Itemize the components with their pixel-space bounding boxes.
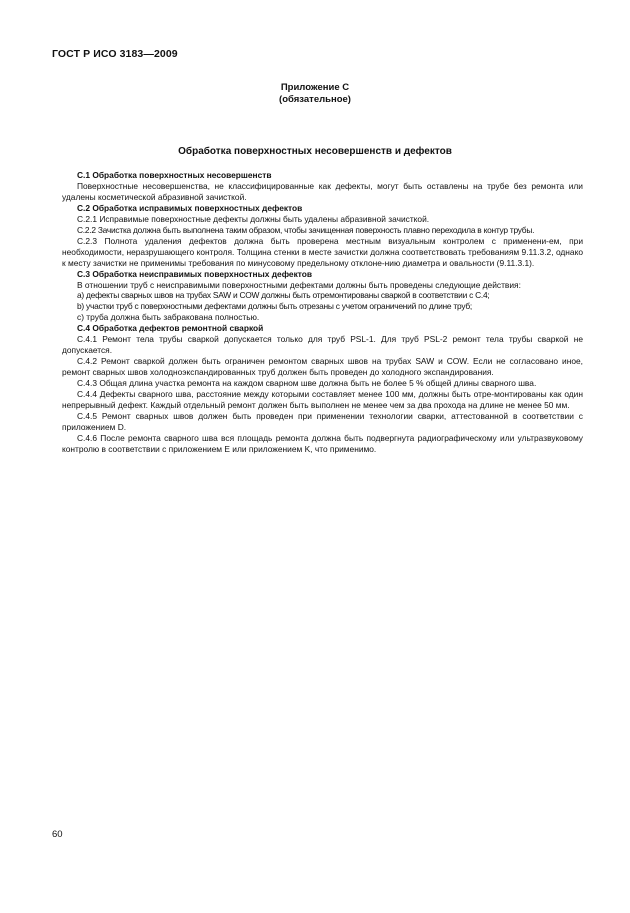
- c4-2-text: С.4.2 Ремонт сваркой должен быть ограничен ремонтом сварных швов на трубах SAW и COW. Если не согласовано иное, ремонт сварных швов холодноэкспандированных труб должен быть проведен до холодного экспандирования.: [62, 356, 583, 378]
- c4-1-text: С.4.1 Ремонт тела трубы сваркой допускается только для труб PSL-1. Для труб PSL-2 ремонт тела трубы сваркой не допускается.: [62, 334, 583, 356]
- c2-2-text: С.2.2 Зачистка должна быть выполнена таким образом, чтобы зачищенная поверхность плавно переходила в контур трубы.: [77, 224, 535, 235]
- page-number: 60: [52, 829, 63, 840]
- annex-status: (обязательное): [279, 94, 351, 105]
- document-header: ГОСТ Р ИСО 3183—2009: [52, 48, 178, 60]
- c4-5-text: С.4.5 Ремонт сварных швов должен быть проведен при применении технологии сварки, аттестованной в соответствии с приложением D.: [62, 410, 583, 432]
- c2-3-text: С.2.3 Полнота удаления дефектов должна быть проверена местным визуальным контролем с применени-ем, при необходимости, неразрушающего контроля. Толщина стенки в месте зачистки должна соответствовать требованиям 9.11.3.2, однако к месту зачистки не применимы требования по минусовому предельному отклоне-нию диаметра и овальности (9.11.3.1).: [62, 235, 583, 268]
- c3-item-b: b) участки труб с поверхностными дефектами должны быть отрезаны с учетом ограничений по длине труб;: [77, 301, 472, 312]
- section-title: Обработка поверхностных несовершенств и дефектов: [178, 146, 452, 157]
- c3-heading: С.3 Обработка неисправимых поверхностных дефектов: [77, 268, 313, 279]
- annex-title: Приложение С: [280, 82, 350, 93]
- c4-6-text: С.4.6 После ремонта сварного шва вся площадь ремонта должна быть подвергнута радиографическому или ультразвуковому контролю в соответствии с приложением Е или приложением K, что применимо.: [62, 432, 583, 454]
- c3-item-a: а) дефекты сварных швов на трубах SAW и COW должны быть отремонтированы сваркой в соответствии с С.4;: [77, 290, 490, 301]
- c1-text: Поверхностные несовершенства, не классифицированные как дефекты, могут быть оставлены на трубе без ремонта или удалены косметической абразивной зачисткой.: [62, 180, 583, 202]
- c3-item-c: с) труба должна быть забракована полностью.: [77, 312, 260, 323]
- c4-4-text: С.4.4 Дефекты сварного шва, расстояние между которыми составляет менее 100 мм, должны быть отре-монтированы как один непрерывный дефект. Каждый отдельный ремонт должен быть выполнен не менее чем за два прохода на длине не менее 50 мм.: [62, 389, 583, 411]
- c4-heading: С.4 Обработка дефектов ремонтной сваркой: [77, 323, 264, 334]
- c2-heading: С.2 Обработка исправимых поверхностных дефектов: [77, 202, 303, 213]
- annex-heading: [52, 82, 578, 106]
- document-body: [62, 170, 583, 455]
- c2-1-text: С.2.1 Исправимые поверхностные дефекты должны быть удалены абразивной зачисткой.: [77, 213, 430, 224]
- c4-3-text: С.4.3 Общая длина участка ремонта на каждом сварном шве должна быть не более 5 % общей длины сварного шва.: [77, 378, 537, 389]
- c3-text: В отношении труб с неисправимыми поверхностными дефектами должны быть проведены следующие действия:: [77, 279, 521, 290]
- c1-heading: С.1 Обработка поверхностных несовершенств: [77, 170, 272, 180]
